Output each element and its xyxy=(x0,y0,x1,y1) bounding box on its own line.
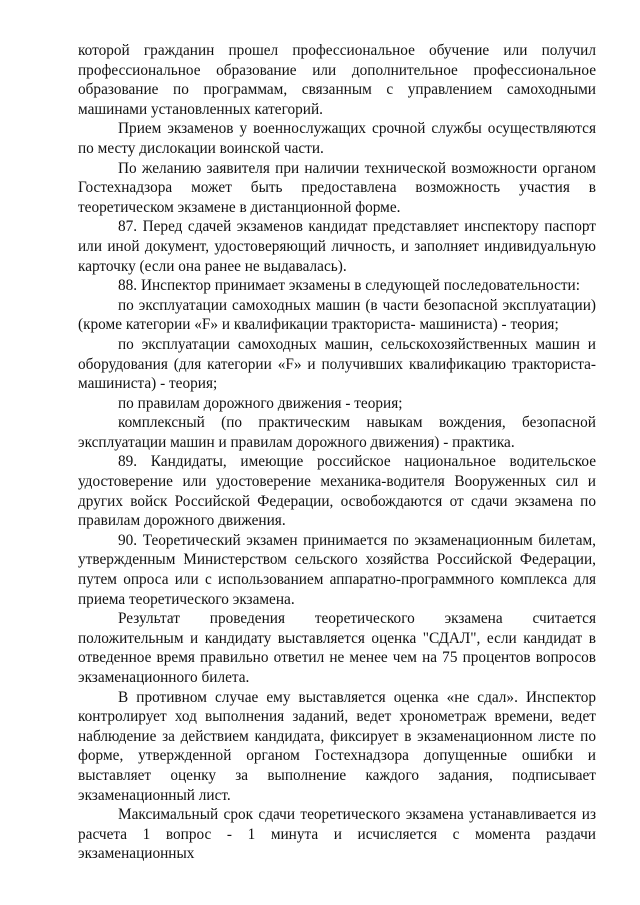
list-item-complex-practice: комплексный (по практическим навыкам вождения, безопасной эксплуатации машин и правилам дорожного движения) - практика. xyxy=(78,414,596,451)
list-item-traffic-rules-theory: по правилам дорожного движения - теория; xyxy=(118,394,403,412)
list-item-operation-theory: по эксплуатации самоходных машин (в части безопасной эксплуатации) (кроме категории «F» и квалификации тракториста- машиниста) - теория; xyxy=(78,296,596,334)
list-item-agricultural-theory: по эксплуатации самоходных машин, сельскохозяйственных машин и оборудования (для категории «F» и получивших квалификацию тракториста-машиниста) - теория; xyxy=(78,335,596,393)
paragraph-time-limit: Максимальный срок сдачи теоретического экзамена устанавливается из расчета 1 вопрос - 1 минута и исчисляется с момента раздачи экзаменационных xyxy=(78,806,596,863)
paragraph-continuation: которой гражданин прошел профессиональное обучение или получил профессиональное образование или дополнительное профессиональное образование по программам, связанным с управлением самоходными машинами установленных категорий. xyxy=(78,42,596,118)
paragraph-item-89: 89. Кандидаты, имеющие российское национальное водительское удостоверение или удостоверение механика-водителя Вооруженных сил и других войск Российской Федерации, освобождаются от сдачи экзамена по правилам дорожного движения. xyxy=(78,453,596,530)
paragraph-military-exams: Прием экзаменов у военнослужащих срочной службы осуществляются по месту дислокации воинской части. xyxy=(78,120,596,157)
paragraph-item-87: 87. Перед сдачей экзаменов кандидат представляет инспектору паспорт или иной документ, удостоверяющий личность, и заполняет индивидуальную карточку (если она ранее не выдавалась). xyxy=(78,218,596,275)
paragraph-item-88: 88. Инспектор принимает экзамены в следующей последовательности: xyxy=(118,277,580,295)
paragraph-passing-result: Результат проведения теоретического экзамена считается положительным и кандидату выставляется оценка "СДАЛ", если кандидат в отведенное время правильно ответил не менее чем на 75 процентов вопросов экзаменационного билета. xyxy=(78,610,596,686)
paragraph-remote-exam: По желанию заявителя при наличии технической возможности органом Гостехнадзора может быть предоставлена возможность участия в теоретическом экзамене в дистанционной форме. xyxy=(78,159,596,216)
paragraph-failing-result: В противном случае ему выставляется оценка «не сдал». Инспектор контролирует ход выполнения заданий, ведет хронометраж времени, ведет наблюдение за действием кандидата, фиксирует в экзаменационном листе по форме, утвержденной органом Гостехнадзора допущенные ошибки и выставляет оценку за выполнение каждого задания, подписывает экзаменационный лист. xyxy=(78,688,596,804)
paragraph-item-90: 90. Теоретический экзамен принимается по экзаменационным билетам, утвержденным Министерством сельского хозяйства Российской Федерации, путем опроса или с использованием аппаратно-программного комплекса для приема теоретического экзамена. xyxy=(78,531,596,608)
